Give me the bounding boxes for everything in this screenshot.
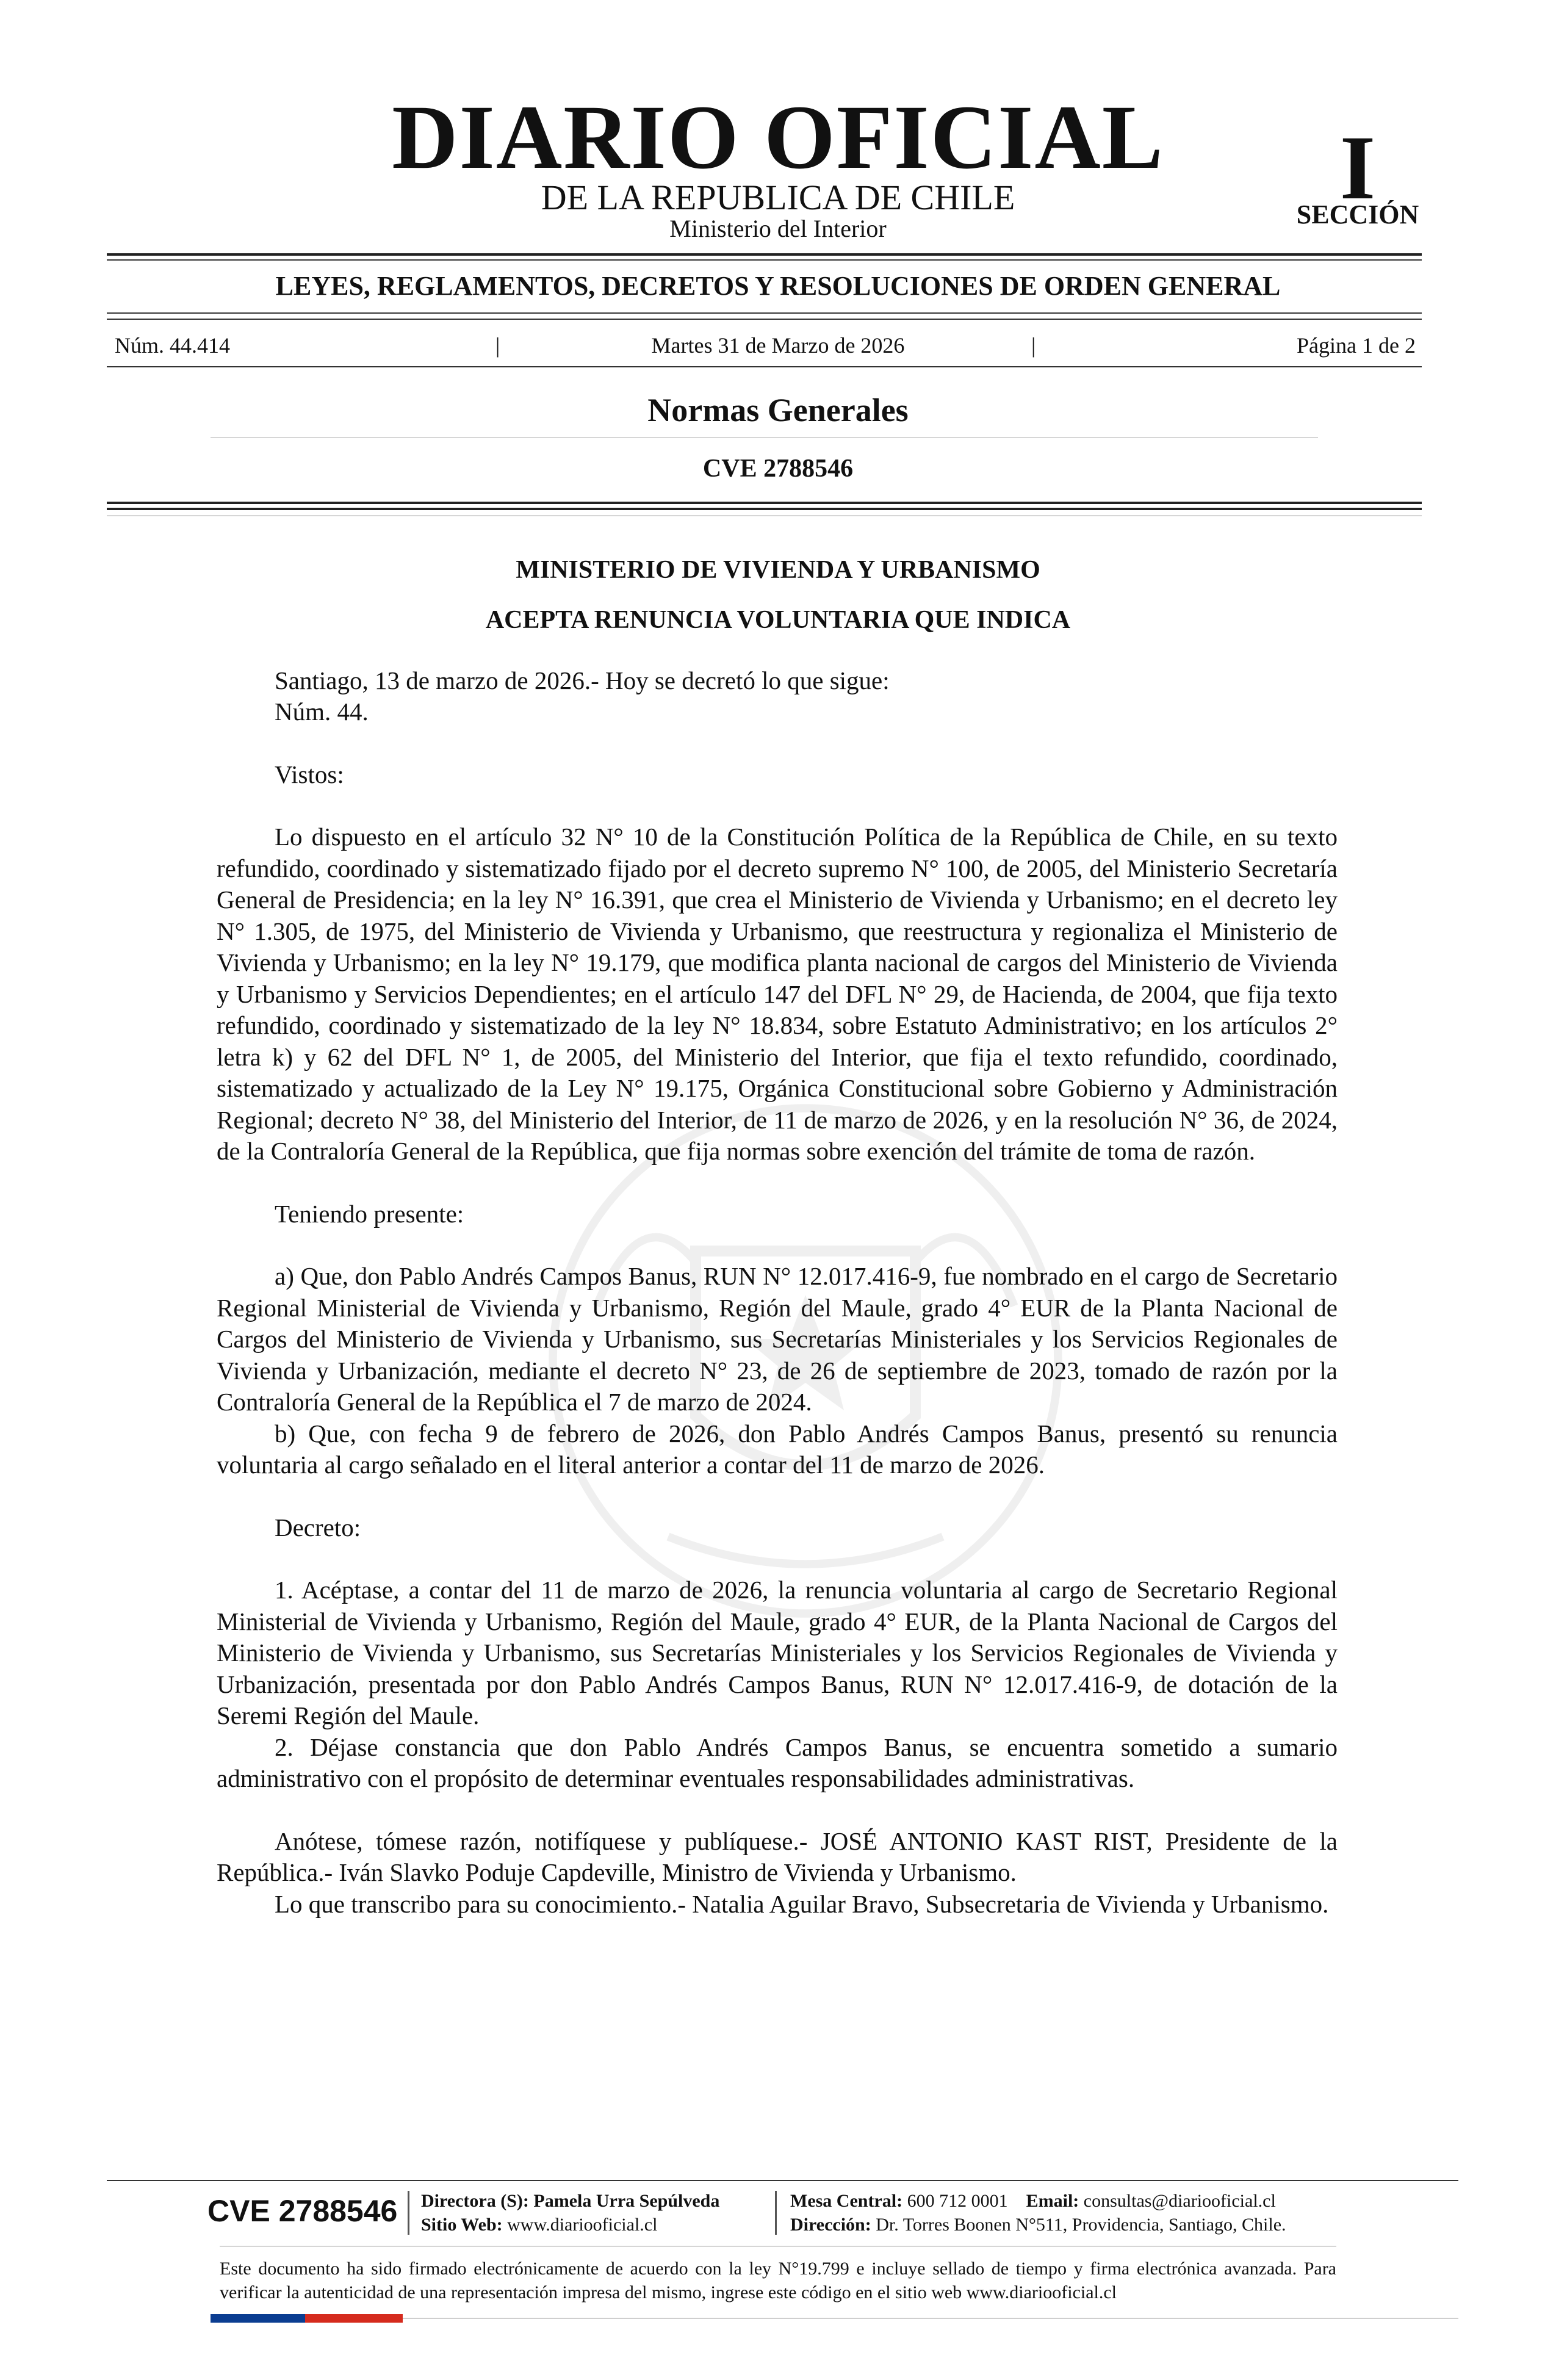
issue-separator: | (495, 333, 500, 358)
teniendo-a: a) Que, don Pablo Andrés Campos Banus, RUN N° 12.017.416-9, fue nombrado en el cargo de Secretario Regional Ministerial de Vivienda y Urbanismo, Región del Maule, grado 4° EUR de la Planta Nacional de Cargos del Ministerio de Vivienda y Urbanismo, sus Secretarías Ministeriales y los Servicios Regionales de Vivienda y Urbanización, mediante el decreto N° 23, de 26 de septiembre de 2023, tomado de razón por la Contraloría General de la República el 7 de marzo de 2024. (217, 1262, 1338, 1416)
footer-cve-code: CVE 2788546 (207, 2194, 398, 2228)
flag-stripe-red (305, 2314, 403, 2323)
section-title-rule (211, 437, 1318, 438)
footer-director (421, 2190, 719, 2213)
flag-stripe-blue (211, 2314, 305, 2323)
teniendo-label: Teniendo presente: (275, 1199, 464, 1228)
header-rule (107, 253, 1422, 256)
category-banner: LEYES, REGLAMENTOS, DECRETOS Y RESOLUCIONES DE ORDEN GENERAL (275, 271, 1281, 301)
email-link[interactable]: consultas@diariooficial.cl (1083, 2191, 1276, 2211)
issue-number: Núm. 44.414 (115, 333, 230, 358)
section-title: Normas Generales (647, 392, 909, 428)
director-label: Directora (S): (421, 2191, 529, 2211)
vistos-label: Vistos: (275, 760, 344, 788)
footer-note-rule (220, 2246, 1336, 2247)
vistos-text-block (217, 821, 1338, 1920)
footer-contact (790, 2190, 1276, 2213)
footer-note: Este documento ha sido firmado electrónicamente de acuerdo con la ley N°19.799 e incluye sellado de tiempo y firma electrónica avanzada. Para verificar la autenticidad de una representación impresa del mismo, ingrese este código en el sitio web www.diariooficial.cl (220, 2259, 1336, 2302)
masthead-title: DIARIO OFICIAL (392, 87, 1164, 188)
cve-rule-thick (107, 508, 1422, 510)
footer-address (790, 2213, 1286, 2237)
decreto-item-1: 1. Acéptase, a contar del 11 de marzo de 2026, la renuncia voluntaria al cargo de Secretario Regional Ministerial de Vivienda y Urbanismo, Región del Maule, grado 4° EUR, de la Planta Nacional de Cargos del Ministerio de Vivienda y Urbanismo, sus Secretarías Ministeriales y los Servicios Regionales de Vivienda y Urbanización, presentada por don Pablo Andrés Campos Banus, RUN N° 12.017.416-9, de dotación de la Seremi Región del Maule. (217, 1576, 1338, 1729)
place-date: Santiago, 13 de marzo de 2026.- Hoy se decretó lo que sigue: (275, 666, 890, 694)
document-title: ACEPTA RENUNCIA VOLUNTARIA QUE INDICA (485, 606, 1071, 634)
footer-divider (408, 2191, 409, 2235)
flag-stripe-gray (403, 2318, 1458, 2319)
decree-number: Núm. 44. (275, 698, 369, 726)
vistos-text: Lo dispuesto en el artículo 32 N° 10 de la Constitución Política de la República de Chile, en su texto refundido, coordinado y sistematizado fijado por el decreto supremo N° 100, de 2005, del Ministerio Secretaría General de Presidencia; en la ley N° 16.391, que crea el Ministerio de Vivienda y Urbanismo; en el decreto ley N° 1.305, de 1975, del Ministerio de Vivienda y Urbanismo, que reestructura y regionaliza el Ministerio de Vivienda y Urbanismo; en la ley N° 19.179, que modifica planta nacional de cargos del Ministerio de Vivienda y Urbanismo y Servicios Dependientes; en el artículo 147 del DFL N° 29, de Hacienda, de 2004, que fija texto refundido, coordinado y sistematizado de la ley N° 18.834, sobre Estatuto Administrativo; en los artículos 2° letra k) y 62 del DFL N° 1, de 2005, del Ministerio del Interior, que fija el texto refundido, coordinado, sistematizado y actualizado de la Ley N° 19.175, Orgánica Constitucional sobre Gobierno y Administración Regional; decreto N° 38, del Ministerio del Interior, de 11 de marzo de 2026, y en la resolución N° 36, de 2024, de la Contraloría General de la República, que fija normas sobre exención del trámite de toma de razón. (217, 823, 1338, 1165)
section-label: SECCIÓN (1296, 200, 1419, 229)
address-text: Dr. Torres Boonen N°511, Providencia, Santiago, Chile. (876, 2215, 1286, 2235)
document-ministry: MINISTERIO DE VIVIENDA Y URBANISMO (516, 556, 1040, 584)
teniendo-b: b) Que, con fecha 9 de febrero de 2026, don Pablo Andrés Campos Banus, presentó su renuncia voluntaria al cargo señalado en el literal anterior a contar del 11 de marzo de 2026. (217, 1419, 1338, 1479)
closing-signature: Anótese, tómese razón, notifíquese y publíquese.- JOSÉ ANTONIO KAST RIST, Presidente de la República.- Iván Slavko Poduje Capdeville, Ministro de Vivienda y Urbanismo. (217, 1826, 1338, 1886)
email-label: Email: (1026, 2191, 1079, 2211)
decreto-label: Decreto: (275, 1513, 361, 1542)
footer-rule (107, 2180, 1458, 2181)
category-rule-top (107, 312, 1422, 314)
issue-separator: | (1031, 333, 1036, 358)
phone-label: Mesa Central: (790, 2191, 903, 2211)
footer-website (421, 2213, 657, 2237)
issue-rule (107, 366, 1422, 367)
category-rule-bottom (107, 319, 1422, 320)
decreto-item-2: 2. Déjase constancia que don Pablo Andrés Campos Banus, se encuentra sometido a sumario administrativo con el propósito de determinar eventuales responsabilidades administrativas. (217, 1733, 1338, 1792)
address-label: Dirección: (790, 2215, 871, 2235)
issue-date: Martes 31 de Marzo de 2026 (651, 333, 905, 358)
cve-code: CVE 2788546 (702, 455, 854, 483)
director-name: Pamela Urra Sepúlveda (533, 2191, 720, 2211)
header-rule-thin (107, 259, 1422, 261)
page-indicator: Página 1 de 2 (1297, 333, 1416, 358)
footer-divider (775, 2191, 777, 2235)
website-link[interactable]: www.diariooficial.cl (507, 2215, 658, 2235)
masthead-ministry: Ministerio del Interior (669, 215, 887, 242)
cve-rule-light (107, 515, 1422, 516)
transcription-note: Lo que transcribo para su conocimiento.- Natalia Aguilar Bravo, Subsecretaria de Vivienda y Urbanismo. (275, 1889, 1329, 1918)
phone-number: 600 712 0001 (907, 2191, 1008, 2211)
masthead-subtitle: DE LA REPUBLICA DE CHILE (541, 178, 1015, 217)
cve-rule (107, 502, 1422, 504)
website-label: Sitio Web: (421, 2215, 503, 2235)
section-number: I (1339, 117, 1376, 218)
